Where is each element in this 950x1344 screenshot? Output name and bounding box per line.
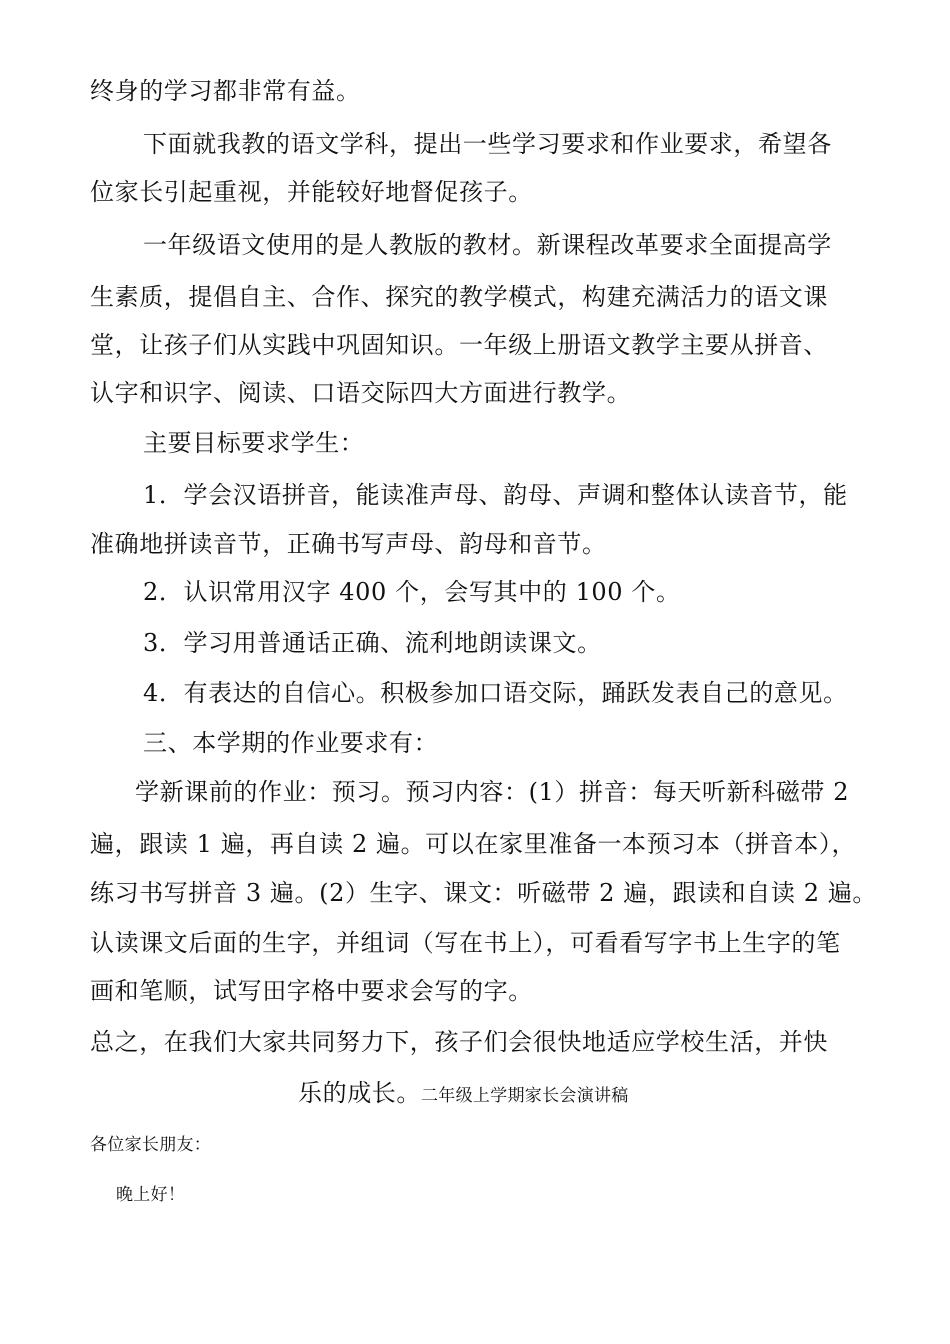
paragraph-line: 生素质，提倡自主、合作、探究的教学模式，构建充满活力的语文课 bbox=[90, 283, 828, 311]
paragraph-line: 认字和识字、阅读、口语交际四大方面进行教学。 bbox=[90, 379, 632, 407]
paragraph-line: 练习书写拼音 3 遍。(2）生字、课文：听磁带 2 遍，跟读和自读 2 遍。 bbox=[90, 879, 878, 907]
paragraph-line: 总之，在我们大家共同努力下，孩子们会很快地适应学校生活，并快 bbox=[90, 1028, 828, 1056]
paragraph-line: 1．学会汉语拼音，能读准声母、韵母、声调和整体认读音节，能 bbox=[143, 481, 848, 509]
paragraph-line: 下面就我教的语文学科，提出一些学习要求和作业要求，希望各 bbox=[143, 130, 832, 158]
paragraph-line: 2．认识常用汉字 400 个，会写其中的 100 个。 bbox=[143, 578, 681, 606]
paragraph-line: 4．有表达的自信心。积极参加口语交际，踊跃发表自己的意见。 bbox=[143, 679, 848, 707]
paragraph-line: 三、本学期的作业要求有： bbox=[143, 729, 439, 757]
next-document-title: 二年级上学期家长会演讲稿 bbox=[421, 1086, 629, 1106]
paragraph-line: 主要目标要求学生： bbox=[143, 429, 365, 457]
closing-line bbox=[298, 1076, 950, 1113]
salutation: 晚上好！ bbox=[116, 1185, 186, 1205]
paragraph-line: 终身的学习都非常有益。 bbox=[90, 77, 361, 105]
paragraph-line: 位家长引起重视，并能较好地督促孩子。 bbox=[90, 178, 533, 206]
paragraph-line: 认读课文后面的生字，并组词（写在书上），可看看写字书上生字的笔 bbox=[90, 929, 841, 957]
closing-text: 乐的成长。 bbox=[298, 1079, 421, 1107]
paragraph-line: 准确地拼读音节，正确书写声母、韵母和音节。 bbox=[90, 530, 607, 558]
paragraph-line: 学新课前的作业：预习。预习内容：(1）拼音：每天听新科磁带 2 bbox=[135, 778, 850, 806]
paragraph-line: 画和笔顺，试写田字格中要求会写的字。 bbox=[90, 977, 533, 1005]
paragraph-line: 3．学习用普通话正确、流利地朗读课文。 bbox=[143, 629, 602, 657]
greeting: 各位家长朋友： bbox=[90, 1135, 212, 1155]
paragraph-line: 一年级语文使用的是人教版的教材。新课程改革要求全面提高学 bbox=[143, 231, 832, 259]
paragraph-line: 遍，跟读 1 遍，再自读 2 遍。可以在家里准备一本预习本（拼音本）， bbox=[90, 830, 857, 858]
paragraph-line: 堂，让孩子们从实践中巩固知识。一年级上册语文教学主要从拼音、 bbox=[90, 331, 828, 359]
